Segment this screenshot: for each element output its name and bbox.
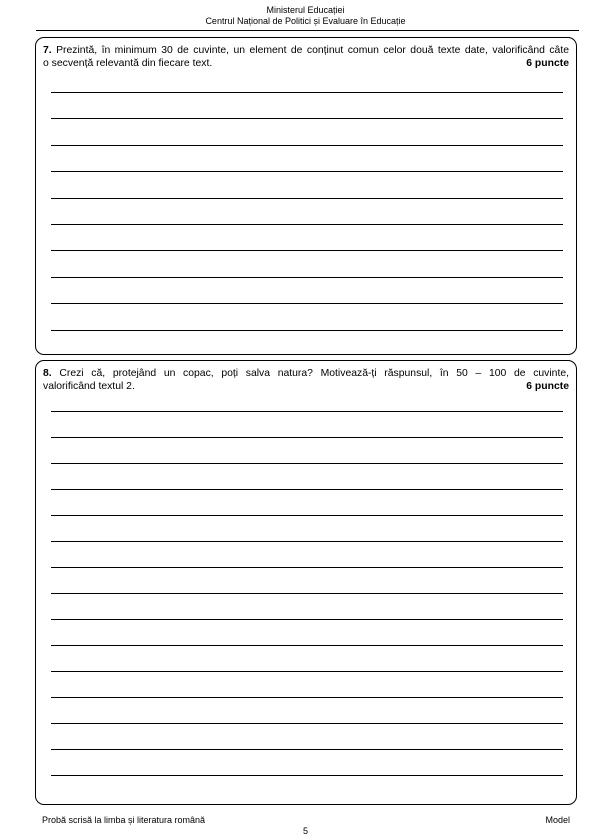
question-7-answer-line xyxy=(51,250,563,251)
question-8-prompt: Crezi că, protejând un copac, poți salva natura? Motivează-ți răspunsul, în 50 – 100 de cuvinte, xyxy=(59,368,569,379)
question-8-answer-line xyxy=(51,697,563,698)
question-8-number: 8. xyxy=(43,368,52,379)
page-number: 5 xyxy=(302,826,308,836)
question-8-text xyxy=(43,367,569,393)
question-8-answer-line xyxy=(51,593,563,594)
exam-name: Probă scrisă la limba și literatura română xyxy=(42,815,206,825)
question-7-answer-line xyxy=(51,171,563,172)
question-8-answer-line xyxy=(51,541,563,542)
question-7-line1 xyxy=(43,44,569,57)
question-8-answer-line xyxy=(51,749,563,750)
question-8-answer-line xyxy=(51,645,563,646)
question-7-prompt-cont: o secvență relevantă din fiecare text. xyxy=(43,58,213,69)
question-8-answer-line xyxy=(51,567,563,568)
header-divider xyxy=(36,30,579,31)
question-8-line1 xyxy=(43,367,569,380)
question-7-answer-line xyxy=(51,92,563,93)
question-7-answer-line xyxy=(51,145,563,146)
question-7-answer-line xyxy=(51,118,563,119)
question-7-number: 7. xyxy=(43,45,52,56)
question-7-answer-line xyxy=(51,303,563,304)
question-8-line2 xyxy=(43,380,569,393)
question-7-line2 xyxy=(43,57,569,70)
question-8-answer-line xyxy=(51,489,563,490)
question-7-points: 6 puncte xyxy=(526,58,569,69)
question-8-answer-line xyxy=(51,723,563,724)
question-7-answer-line xyxy=(51,224,563,225)
question-7-box xyxy=(35,37,577,355)
question-8-box xyxy=(35,360,577,805)
question-7-answer-line xyxy=(51,330,563,331)
question-8-answer-line xyxy=(51,515,563,516)
model-label: Model xyxy=(545,815,570,825)
question-8-answer-line xyxy=(51,411,563,412)
question-8-prompt-cont: valorificând textul 2. xyxy=(43,381,135,392)
question-8-answer-line xyxy=(51,619,563,620)
ministry-name: Ministerul Educației xyxy=(266,5,345,15)
question-8-points: 6 puncte xyxy=(526,381,569,392)
question-7-text xyxy=(43,44,569,70)
question-8-answer-line xyxy=(51,775,563,776)
page-header xyxy=(0,5,611,27)
question-8-answer-line xyxy=(51,671,563,672)
center-name: Centrul Național de Politici și Evaluare în Educație xyxy=(205,16,406,26)
question-8-answer-line xyxy=(51,437,563,438)
question-7-answer-line xyxy=(51,277,563,278)
question-7-prompt: Prezintă, în minimum 30 de cuvinte, un element de conținut comun celor două texte date, valorificând câte xyxy=(56,45,570,56)
question-8-answer-line xyxy=(51,463,563,464)
question-7-answer-line xyxy=(51,198,563,199)
